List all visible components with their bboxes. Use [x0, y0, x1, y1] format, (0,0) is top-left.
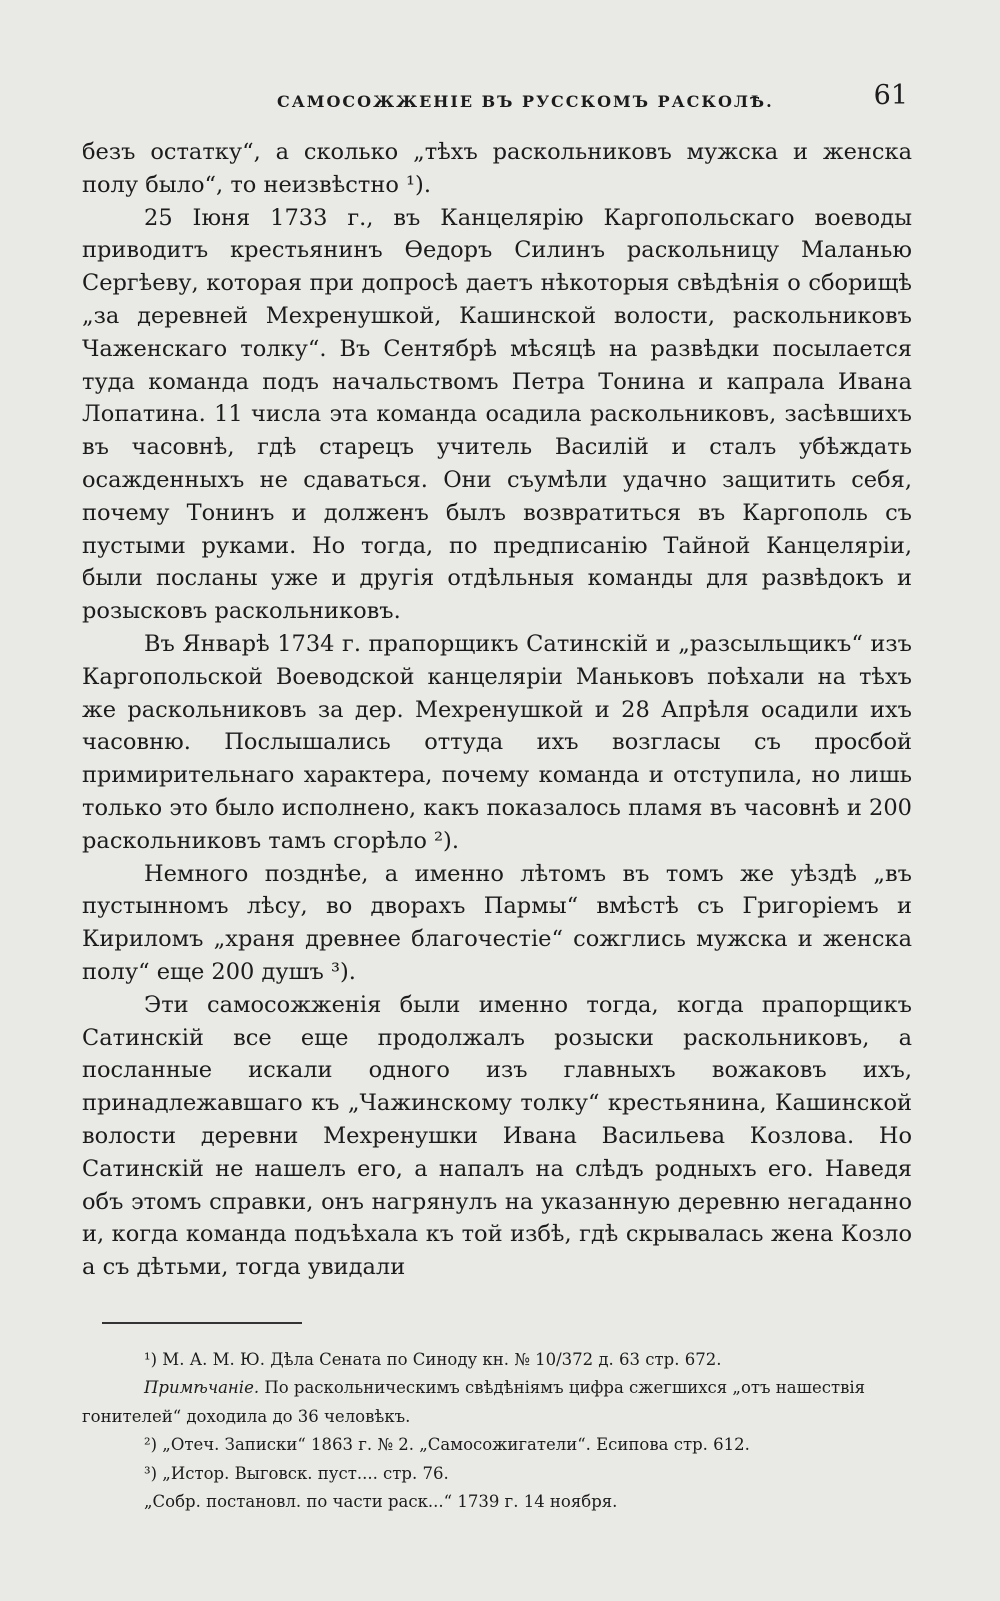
footnote-3b: „Собр. постановл. по части раск...“ 1739 г. 14 ноября. — [144, 1492, 618, 1512]
page-header — [82, 78, 912, 118]
paragraph: Немного позднѣе, а именно лѣтомъ въ томъ же уѣздѣ „въ пустынномъ лѣсу, во дворахъ Пармы“ вмѣстѣ съ Григоріемъ и Кириломъ „храня древнее благочестіе“ сожглись мужска и женска полу“ еще 200 душъ ³). — [82, 860, 912, 985]
paragraph: Въ Январѣ 1734 г. прапорщикъ Сатинскій и „разсыльщикъ“ изъ Каргопольской Воеводской канцеляріи Маньковъ поѣхали на тѣхъ же раскольниковъ за дер. Мехренушкой и 28 Апрѣля осадили ихъ часовню. Послышались оттуда ихъ возгласы съ просбой примирительнаго характера, почему команда и отступила, но лишь только это было исполнено, какъ показалось пламя въ часовнѣ и 200 раскольниковъ тамъ сгорѣло ²). — [82, 630, 912, 854]
footnote-3: ³) „Истор. Выговск. пуст.... стр. 76. — [144, 1463, 449, 1483]
paragraph: Эти самосожженія были именно тогда, когда прапорщикъ Сатинскій все еще продолжалъ розыски раскольниковъ, а посланные искали одного изъ главныхъ вожаковъ ихъ, принадлежавшаго къ „Чажинскому толку“ крестьянина, Кашинской волости деревни Мехренушки Ивана Васильева Козлова. Но Сатинскій не нашелъ его, а напалъ на слѣдъ родныхъ его. Наведя объ этомъ справки, онъ нагрянулъ на указанную деревню негаданно и, когда команда подъѣхала къ той избѣ, гдѣ скрывалась жена Козло а съ дѣтьми, тогда увидали — [82, 991, 912, 1281]
paragraph: 25 Іюня 1733 г., въ Канцелярію Каргопольскаго воеводы приводитъ крестьянинъ Ѳедоръ Силинъ раскольницу Маланью Сергѣеву, которая при допросѣ даетъ нѣкоторыя свѣдѣнія о сборищѣ „за деревней Мехренушкой, Кашинской волости, раскольниковъ Чаженскаго толку“. Въ Сентябрѣ мѣсяцѣ на развѣдки посылается туда команда подъ начальствомъ Петра Тонина и капрала Ивана Лопатина. 11 числа эта команда осадила раскольниковъ, засѣвшихъ въ часовнѣ, гдѣ старецъ учитель Василій и сталъ убѣждать осажденныхъ не сдаваться. Они съумѣли удачно защитить себя, почему Тонинъ и долженъ былъ возвратиться въ Каргополь съ пустыми руками. Но тогда, по предписанію Тайной Канцеляріи, были посланы уже и другія отдѣльныя команды для развѣдокъ и розысковъ раскольниковъ. — [82, 204, 912, 625]
main-text — [82, 136, 912, 1284]
page-number: 61 — [873, 80, 908, 111]
note-label: Примѣчаніе. — [144, 1378, 260, 1398]
footnotes — [82, 1346, 912, 1517]
footnote-note — [82, 1374, 912, 1431]
footnote-2: ²) „Отеч. Записки“ 1863 г. № 2. „Самосожигатели“. Есипова стр. 612. — [144, 1435, 750, 1455]
note-text: По раскольническимъ свѣдѣніямъ цифра сжегшихся „отъ нашествія гонителей“ доходила до 36 человѣкъ. — [82, 1378, 866, 1426]
footnote-divider — [102, 1322, 302, 1324]
paragraph: безъ остатку“, а сколько „тѣхъ раскольниковъ мужска и женска полу было“, то неизвѣстно ¹). — [82, 139, 912, 198]
footnote-1: ¹) М. А. М. Ю. Дѣла Сената по Синоду кн. № 10/372 д. 63 стр. 672. — [144, 1349, 722, 1369]
running-title: САМОСОЖЖЕНІЕ ВЪ РУССКОМЪ РАСКОЛѢ. — [277, 92, 774, 111]
